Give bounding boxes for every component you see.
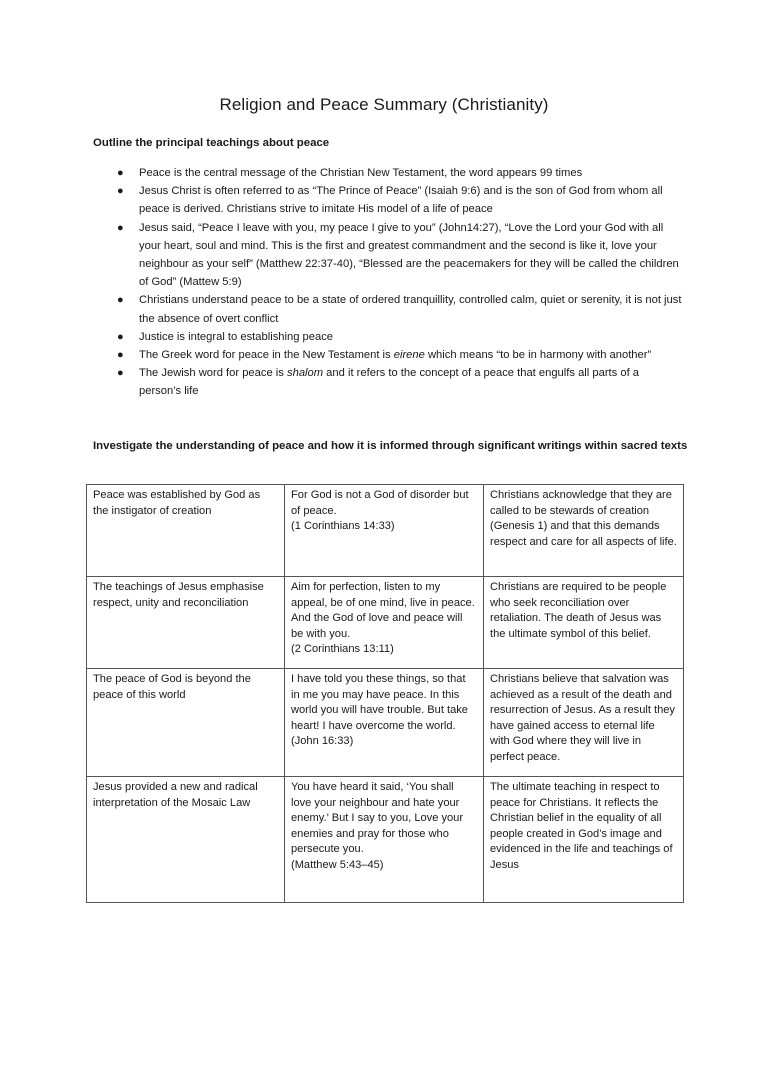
bullet-icon: ● [117, 185, 124, 198]
cell-text: Jesus provided a new and radical interpretation of the Mosaic Law [93, 781, 258, 809]
list-item-text-before: The Greek word for peace in the New Testament is [139, 349, 394, 362]
list-item [93, 219, 683, 292]
section-heading-sacred-texts: Investigate the understanding of peace and how it is informed through significant writings within sacred texts [93, 440, 688, 452]
table-cell-theme [87, 577, 285, 669]
list-item-text-after: and it refers to the concept of a peace that engulfs all parts of a person’s life [139, 367, 640, 398]
table-row [87, 669, 684, 777]
cell-text: You have heard it said, ‘You shall love your neighbour and hate your enemy.’ But I say to you, Love your enemies and pray for those who persecute you. (Matthew 5:43–45) [291, 781, 464, 871]
bullet-icon: ● [117, 330, 124, 343]
bullet-icon: ● [117, 167, 124, 179]
hebrew-term: shalom [287, 367, 324, 380]
table-cell-scripture [285, 669, 484, 777]
cell-text: Aim for perfection, listen to my appeal, be of one mind, live in peace. And the God of love and peace will be with you. (2 Corinthians 13:11) [291, 581, 475, 656]
table-cell-theme [87, 777, 285, 903]
list-item-text-after: which means “to be in harmony with another” [424, 349, 652, 362]
cell-text: Peace was established by God as the instigator of creation [93, 489, 261, 517]
table-row [87, 485, 684, 577]
list-item-text-before: The Jewish word for peace is [139, 367, 287, 380]
list-item [93, 364, 683, 400]
list-item-text: Peace is the central message of the Christian New Testament, the word appears 99 times [139, 167, 583, 179]
list-item-text: Jesus said, “Peace I leave with you, my peace I give to you” (John14:27), “Love the Lord your God with all your heart, soul and mind. This is the first and greatest commandment and the second is like it, love your neighbour as your self” (Matthew 22:37-40), “Blessed are the peacemakers for they will be called the children of God” (Mattew 5:9) [139, 221, 679, 289]
list-item [93, 182, 683, 218]
cell-text: Christians are required to be people who seek reconciliation over retaliation. The death of Jesus was the ultimate symbol of this belief. [490, 581, 667, 640]
teachings-list [93, 164, 683, 401]
section-heading-teachings: Outline the principal teachings about peace [93, 137, 330, 149]
list-item-text: Justice is integral to establishing peace [139, 330, 334, 343]
table-cell-explanation [484, 777, 684, 903]
list-item-text: Jesus Christ is often referred to as “The Prince of Peace” (Isaiah 9:6) and is the son of God from whom all peace is derived. Christians strive to imitate His model of a life of peace [139, 185, 663, 216]
bullet-icon: ● [117, 367, 124, 380]
table-cell-scripture [285, 777, 484, 903]
table-cell-theme [87, 485, 285, 577]
table-cell-explanation [484, 485, 684, 577]
cell-text: I have told you these things, so that in me you may have peace. In this world you will have trouble. But take heart! I have overcome the world. (John 16:33) [291, 673, 468, 748]
table-cell-explanation [484, 669, 684, 777]
cell-text: The peace of God is beyond the peace of this world [93, 673, 251, 701]
table-row [87, 577, 684, 669]
list-item [93, 291, 683, 327]
greek-term: eirene [393, 349, 425, 362]
sacred-texts-table [86, 484, 684, 903]
list-item [93, 164, 683, 182]
cell-text: The teachings of Jesus emphasise respect, unity and reconciliation [93, 581, 264, 609]
bullet-icon: ● [117, 221, 124, 234]
list-item [93, 346, 683, 364]
bullet-icon: ● [117, 349, 124, 362]
page-title: Religion and Peace Summary (Christianity) [219, 95, 549, 114]
cell-text: The ultimate teaching in respect to peace for Christians. It reflects the Christian belief in the equality of all people created in God’s image and evidenced in the life and teachings of Jesus [490, 781, 673, 871]
cell-text: Christians believe that salvation was achieved as a result of the death and resurrection of Jesus. As a result they have gained access to eternal life with God where they will live in perfect peace. [490, 673, 675, 763]
list-item [93, 328, 683, 346]
bullet-icon: ● [117, 294, 124, 307]
table-cell-scripture [285, 485, 484, 577]
table-cell-theme [87, 669, 285, 777]
table-cell-scripture [285, 577, 484, 669]
list-item-text: Christians understand peace to be a state of ordered tranquillity, controlled calm, quiet or serenity, it is not just the absence of overt conflict [139, 294, 682, 325]
table-row [87, 777, 684, 903]
table-cell-explanation [484, 577, 684, 669]
cell-text: For God is not a God of disorder but of peace. (1 Corinthians 14:33) [291, 489, 469, 533]
cell-text: Christians acknowledge that they are called to be stewards of creation (Genesis 1) and that this demands respect and care for all aspects of life. [490, 489, 677, 548]
